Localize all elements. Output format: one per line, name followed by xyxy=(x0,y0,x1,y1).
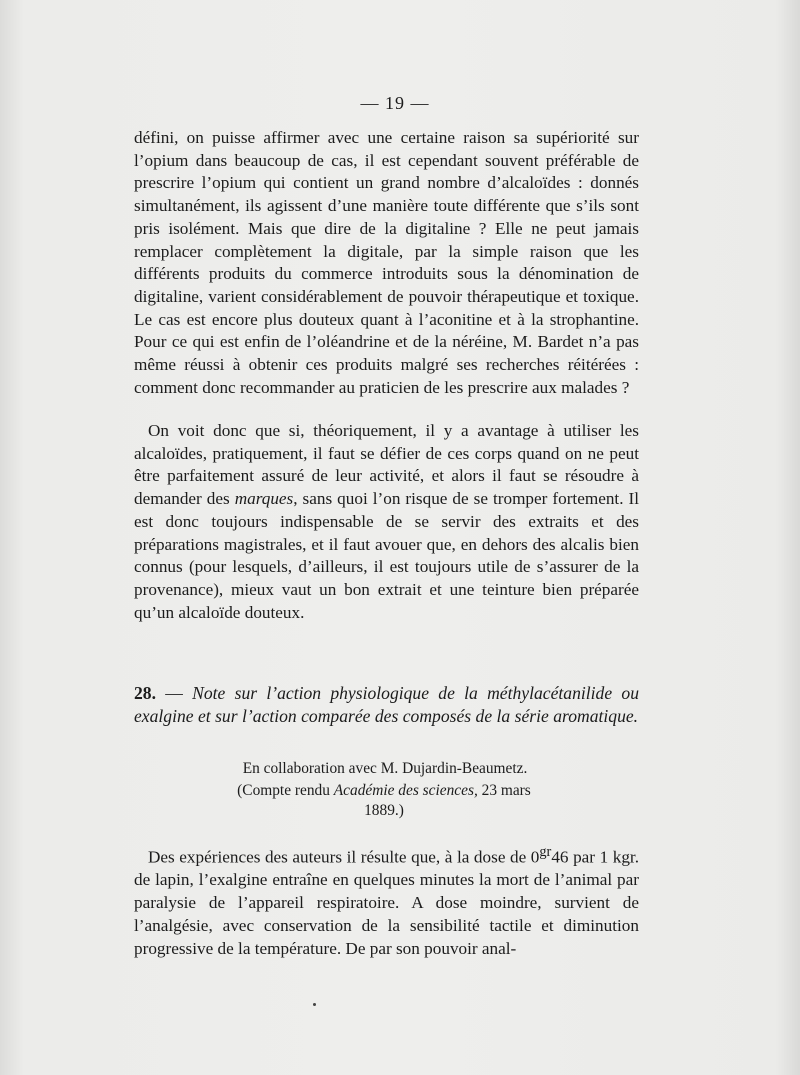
paragraph-text-end: , sans quoi l’on risque de se tromper fortement. Il est donc toujours indispensable de se servir des extraits et des préparations magistrales, et il faut avouer que, en dehors des alcalis bien connus (pour lesquels, d’ailleurs, il est toujours utile de s’assurer de la provenance), mieux vaut un bon extrait et une teinture bien préparée qu’un alcaloïde douteux. xyxy=(134,489,639,622)
paragraph-text-end: 46 par 1 kgr. de lapin, l’exalgine entraîne en quelques minutes la mort de l’animal par paralysie de l’appareil respiratoire. A dose moindre, survient de l’analgésie, avec conservation de la sensibilité tactile et diminution progressive de la température. De par son pouvoir anal- xyxy=(134,847,639,958)
paragraph-text xyxy=(134,841,639,960)
emphasis-marques: marques xyxy=(234,489,294,509)
source-date: 23 mars 1889.) xyxy=(364,782,531,819)
page-number: — 19 — xyxy=(360,93,430,113)
collaboration-line: En collaboration avec M. Dujardin-Beaumetz. xyxy=(242,760,528,777)
note-heading xyxy=(134,682,639,728)
dose-unit-superscript: gr xyxy=(539,844,552,860)
paragraph-alcaloides xyxy=(134,420,639,624)
paragraph-text xyxy=(134,420,639,624)
note-heading-text xyxy=(134,682,639,728)
paragraph-text-start: Des expériences des auteurs il résulte que, à la dose de 0 xyxy=(148,847,540,867)
note-dash: — xyxy=(156,683,193,703)
paragraph-text-start: On voit donc que si, théoriquement, il y a avantage à utiliser les alcaloïdes, pratiquement, il faut se défier de ces corps quand on ne peut être parfaitement assuré de leur activité, et alors il faut se résoudre à demander des xyxy=(134,421,639,509)
source-journal: Académie des sciences, xyxy=(333,782,478,799)
paragraph-text: défini, on puisse affirmer avec une certaine raison sa supériorité sur l’opium dans beaucoup de cas, il est cependant souvent préférable de prescrire l’opium qui contient un grand nombre d’alcaloïdes : donnés simultanément, ils agissent d’une manière toute différente que s’ils sont pris isolément. Mais que dire de la digitaline ? Elle ne peut jamais remplacer complètement la digitale, par la simple raison que les différents produits du commerce introduits sous la dénomination de digitaline, varient considérablement de pouvoir thérapeutique et toxique. Le cas est encore plus douteux quant à l’aconitine et à la strophantine. Pour ce qui est enfin de l’oléandrine et de la néréine, M. Bardet n’a pas même réussi à obtenir ces produits malgré ses recherches réitérées : comment donc recommander au praticien de les prescrire aux malades ? xyxy=(134,128,639,397)
paragraph-opium-digitaline xyxy=(134,127,639,399)
source-prefix: (Compte rendu xyxy=(237,782,334,799)
source-citation xyxy=(224,781,544,821)
stray-mark xyxy=(313,1003,316,1006)
paragraph-exalgine xyxy=(134,841,639,960)
note-title: Note sur l’action physiologique de la méthylacétanilide ou exalgine et sur l’action comparée des composés de la série aromatique. xyxy=(134,683,639,726)
note-number: 28. xyxy=(134,683,156,703)
